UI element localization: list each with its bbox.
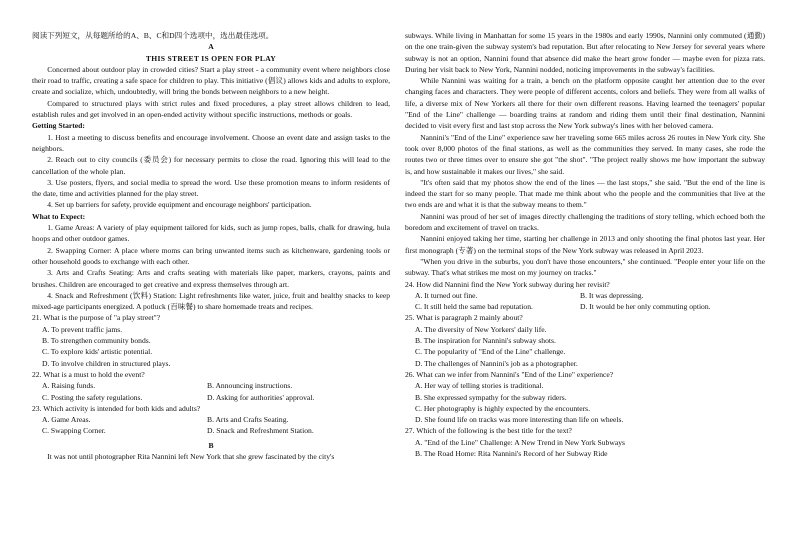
getting-started-heading: Getting Started: <box>32 121 85 131</box>
question-stem: 22. What is a must to hold the event? <box>32 369 145 379</box>
step-item: 3. Use posters, flyers, and social media to spread the word. Use these promotion means to inform residents of the date, time and activities planned for the play street. <box>32 177 390 199</box>
option-row <box>405 301 765 312</box>
answer-option[interactable]: A. Her way of telling stories is traditional. <box>415 381 544 391</box>
answer-option[interactable]: B. The inspiration for Nannini's subway shots. <box>415 336 556 346</box>
question-stem: 25. What is paragraph 2 mainly about? <box>405 313 523 323</box>
passage-a-intro: Concerned about outdoor play in crowded cities? Start a play street - a community event where neighbors close their road to traffic, creating a safe space for children to play. This initiative (倡议) allows kids and adults to explore, create and socialize, which, undoubtedly, will bring the bonds between neighbors to a new height. <box>32 64 390 97</box>
answer-option[interactable]: D. Asking for authorities' approval. <box>207 392 315 402</box>
passage-a-para2: Compared to structured plays with strict rules and fixed procedures, a play street allows children to lead, establish rules and get involved in an open-ended activity without specific instructions, methods or goals. <box>32 98 390 120</box>
option-row <box>32 425 390 436</box>
expect-item: 4. Snack and Refreshment (饮料) Station: Light refreshments like water, juice, fruit and healthy snacks to keep mixed-age participants energized. A potluck (百味餐) to share homemade treats and recipes. <box>32 290 390 312</box>
passage-b-para3: Nannini's "End of the Line" experience saw her traveling some 665 miles across 26 routes in New York city. She took over 8,000 photos of the final stations, as well as the communities they served. In many cases, she rode the routes two or three times over to ensure she got "the shot". "The project really shows me how important the subway is, and how sustainable it makes our lives," she said. <box>405 132 765 176</box>
passage-b-letter: B <box>208 440 214 450</box>
answer-option[interactable]: B. It was depressing. <box>580 290 644 300</box>
right-column <box>405 30 765 459</box>
answer-option[interactable]: C. To explore kids' artistic potential. <box>42 347 153 357</box>
answer-option[interactable]: A. It turned out fine. <box>415 290 478 300</box>
option-row <box>32 380 390 391</box>
step-item: 4. Set up barriers for safety, provide equipment and encourage neighbors' participation. <box>47 200 312 210</box>
answer-option[interactable]: A. The diversity of New Yorkers' daily life. <box>415 324 547 334</box>
passage-b-para1-cont: subways. While living in Manhattan for some 15 years in the 1980s and early 1990s, Nannini only commuted (通勤) on the one train-given the subway system's bad reputation. But after relocating to New Jersey for several years where subway is not an option, Nannini found that absence did make the heart grow fonder — maybe even for pizza rats. During her visit back to New York, Nannini nodded, noticing improvements in the subway's facilities. <box>405 31 765 74</box>
answer-option[interactable]: B. To strengthen community bonds. <box>42 336 151 346</box>
answer-option[interactable]: B. The Road Home: Rita Nannini's Record of her Subway Ride <box>415 448 608 458</box>
answer-option[interactable]: D. The challenges of Nannini's job as a photographer. <box>415 358 578 368</box>
answer-option[interactable]: C. Swapping Corner. <box>42 426 106 436</box>
question-stem: 27. Which of the following is the best title for the text? <box>405 426 572 436</box>
passage-a-letter: A <box>208 42 214 52</box>
expect-heading: What to Expect: <box>32 211 86 221</box>
expect-item: 3. Arts and Crafts Seating: Arts and crafts seating with materials like paper, markers, crayons, paints and brushes. Children are encouraged to get creative and express themselves through art. <box>32 268 390 289</box>
answer-option[interactable]: D. To involve children in structured plays. <box>42 358 171 368</box>
option-row <box>405 290 765 301</box>
passage-b-para1-start: It was not until photographer Rita Nannini left New York that she grew fascinated by the city's <box>47 451 335 461</box>
passage-b-para6: Nannini enjoyed taking her time, starting her challenge in 2013 and only shooting the final photos last year. Her first monograph (专著) on the terminal stops of the New York subway was released in April 2023. <box>405 234 765 255</box>
answer-option[interactable]: C. The popularity of "End of the Line" challenge. <box>415 347 566 357</box>
answer-option[interactable]: C. Posting the safety regulations. <box>42 392 143 402</box>
question-stem: 23. Which activity is intended for both kids and adults? <box>32 403 201 413</box>
answer-option[interactable]: B. Arts and Crafts Seating. <box>207 415 289 425</box>
passage-b-para5: Nannini was proud of her set of images directly challenging the traditions of story telling, which echoed both the boredom and excitement of travel on tracks. <box>405 211 765 233</box>
left-column <box>32 30 390 462</box>
passage-b-para7: "When you drive in the suburbs, you don't have those encounters," she continued. "People enter your life on the subway. That's what strikes me most on my journey on tracks." <box>405 256 765 278</box>
passage-b-para4: "It's often said that my photos show the end of the lines — the last stops," she said. "But the end of the line is indeed the start for so many people. That made me think about who the people and the communities that live at the two ends are and what it is that the subway means to them." <box>405 177 765 210</box>
passage-b-para2: While Nannini was waiting for a train, a bench on the platform opposite caught her attention due to the ever changing faces and characters. They were people of different accents, colors and beliefs. They were from all walks of life, a diverse mix of New Yorkers all there for their own different reasons. Having learned the teenagers' popular "End of the Line" challenge — boarding trains at random and riding them until their final destination, Nannini decided to visit every first and last stop across the New York subway's lines with her beloved camera. <box>405 76 765 131</box>
option-row <box>32 392 390 403</box>
answer-option[interactable]: A. Game Areas. <box>42 415 91 425</box>
answer-option[interactable]: B. She expressed sympathy for the subway riders. <box>415 392 567 402</box>
question-stem: 21. What is the purpose of "a play street"? <box>32 313 161 323</box>
instruction: 阅读下列短文，从每题所给的A、B、C和D四个选项中，选出最佳选项。 <box>32 31 274 40</box>
passage-a-title: THIS STREET IS OPEN FOR PLAY <box>145 53 277 63</box>
answer-option[interactable]: A. To prevent traffic jams. <box>42 324 123 334</box>
question-stem: 24. How did Nannini find the New York subway during her revisit? <box>405 279 610 289</box>
answer-option[interactable]: A. Raising funds. <box>42 381 96 391</box>
answer-option[interactable]: C. It still held the same bad reputation. <box>415 302 533 312</box>
question-stem: 26. What can we infer from Nannini's "End of the Line" experience? <box>405 369 614 379</box>
step-item: 1. Host a meeting to discuss benefits and encourage involvement. Choose an event date and assign tasks to the neighbors. <box>32 132 390 153</box>
expect-item: 1. Game Areas: A variety of play equipment tailored for kids, such as jump ropes, balls, chalk for drawing, hula hoops and other outdoor games. <box>32 223 390 244</box>
answer-option[interactable]: D. Snack and Refreshment Station. <box>207 426 314 436</box>
answer-option[interactable]: D. It would be her only commuting option. <box>580 302 711 312</box>
option-row <box>32 414 390 425</box>
expect-item: 2. Swapping Corner: A place where moms can bring unwanted items such as kitchenware, gardening tools or other household goods to exchange with each other. <box>32 245 390 266</box>
answer-option[interactable]: A. "End of the Line" Challenge: A New Trend in New York Subways <box>415 437 625 447</box>
answer-option[interactable]: D. She found life on tracks was more interesting than life on wheels. <box>415 415 624 425</box>
step-item: 2. Reach out to city councils (委员会) for necessary permits to close the road. Ignoring this will lead to the cancellation of the whole plan. <box>32 155 390 176</box>
answer-option[interactable]: C. Her photography is highly expected by the encounters. <box>415 403 591 413</box>
answer-option[interactable]: B. Announcing instructions. <box>207 381 293 391</box>
